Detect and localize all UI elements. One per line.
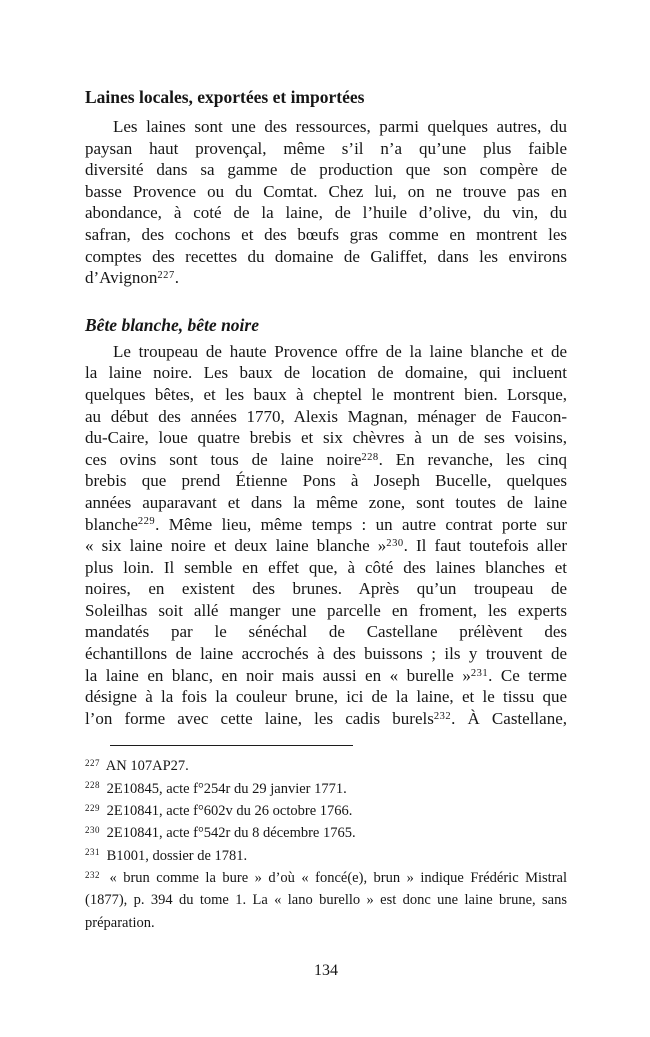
text-line: paysan haut provençal, même s’il n’a qu’une plus faible [85, 138, 567, 158]
text-line: années auparavant et dans la même zone, sont toutes de laine [85, 492, 567, 512]
text-line: « six laine noire et deux laine blanche »$^{230}$. Il faut toutefois aller [85, 536, 567, 556]
footnote-ref: 227 [85, 758, 100, 769]
text-line: Le troupeau de haute Provence offre de la laine blanche et de [113, 341, 567, 361]
section-heading-laines-locales: Laines locales, exportées et importées [85, 87, 365, 107]
text-line: échantillons de laine accrochés à des buissons ; ils y trouvent de [85, 644, 567, 664]
text-line: brebis que prend Étienne Pons à Joseph Bucelle, quelques [85, 471, 567, 491]
footnotes-block [85, 755, 567, 933]
text-line: blanche$^{229}$. Même lieu, même temps : un autre contrat porte sur [85, 514, 567, 534]
text-line: ces ovins sont tous de laine noire$^{228}$. En revanche, les cinq [85, 449, 567, 469]
text-line: l’on forme avec cette laine, les cadis burels$^{232}$. À Castellane, [85, 708, 567, 728]
text-line: safran, des cochons et des bœufs gras comme en montrent les [85, 224, 567, 244]
footnote-229 [85, 800, 567, 822]
text-line: (1877), p. 394 du tome 1. La « lano burello » est donc une laine brune, sans [85, 892, 567, 909]
text-line: Soleilhas soit allé manger une parcelle en froment, les experts [85, 600, 567, 620]
page-number: 134 [314, 961, 338, 979]
text-line: basse Provence ou du Comtat. Chez lui, on ne trouve pas en [85, 181, 567, 201]
footnote-ref: 227 [157, 270, 175, 282]
footnote-ref: 231 [85, 847, 100, 858]
text-line: mandatés par le sénéchal de Castellane prélèvent des [85, 622, 567, 642]
text-line: diversité dans sa gamme de production que son compère de [85, 160, 567, 180]
footnote-ref: 229 [85, 802, 100, 813]
text-line: abondance, à coté de la laine, de l’huile d’olive, du vin, du [85, 203, 567, 223]
text-line: $^{232}$ « brun comme la bure » d’où « foncé(e), brun » indique Frédéric Mistral [85, 869, 567, 886]
footnote-ref: 228 [85, 780, 100, 791]
text-line: Les laines sont une des ressources, parmi quelques autres, du [113, 117, 567, 136]
footnote-ref: 230 [85, 825, 100, 836]
text-line: comptes des recettes du domaine de Galiffet, dans les environs [85, 246, 567, 266]
footnote-232 [85, 867, 567, 934]
text-line: quelques bêtes, et les baux à cheptel le montrent bien. Lorsque, [85, 384, 567, 404]
footnote-230 [85, 822, 567, 844]
text-line: désigne à la fois la couleur brune, ici de la laine, et le tissu que [85, 687, 567, 707]
text-line: $^{229}$ 2E10841, acte f°602v du 26 octobre 1766. [85, 802, 353, 820]
footnote-separator [110, 745, 353, 746]
text-line: la laine noire. Les baux de location de domaine, qui incluent [85, 363, 567, 383]
text-line: $^{230}$ 2E10841, acte f°542r du 8 décembre 1765. [85, 825, 356, 842]
text-line: au début des années 1770, Alexis Magnan, ménager de Faucon- [85, 406, 567, 426]
footnote-231 [85, 845, 567, 867]
text-line: la laine en blanc, en noir mais aussi en « burelle »$^{231}$. Ce terme [85, 665, 567, 685]
footnote-227 [85, 755, 567, 777]
footnote-ref: 232 [85, 869, 100, 880]
text-line: plus loin. Il semble en effet que, à côté des laines blanches et [85, 557, 567, 577]
footnote-ref: 230 [386, 538, 404, 550]
paragraph-bete-blanche [85, 341, 567, 730]
text-line: $^{231}$ B1001, dossier de 1781. [85, 847, 248, 864]
footnote-ref: 232 [433, 710, 452, 722]
text-line: du-Caire, loue quatre brebis et six chèvres à un de ses voisins, [85, 428, 567, 448]
text-line: préparation. [85, 914, 155, 931]
footnote-ref: 231 [470, 667, 489, 679]
text-line: noires, en existent des brunes. Après qu’un troupeau de [85, 579, 567, 599]
section-heading-bete-blanche: Bête blanche, bête noire [85, 314, 260, 335]
text-line: $^{228}$ 2E10845, acte f°254r du 29 janvier 1771. [85, 780, 347, 797]
paragraph-laines-locales [85, 116, 567, 289]
text-line: $^{227}$ AN 107AP27. [85, 758, 189, 775]
footnote-ref: 228 [361, 451, 379, 463]
footnote-ref: 229 [137, 516, 156, 528]
footnote-228 [85, 778, 567, 800]
text-line: d’Avignon$^{227}$. [85, 268, 179, 288]
